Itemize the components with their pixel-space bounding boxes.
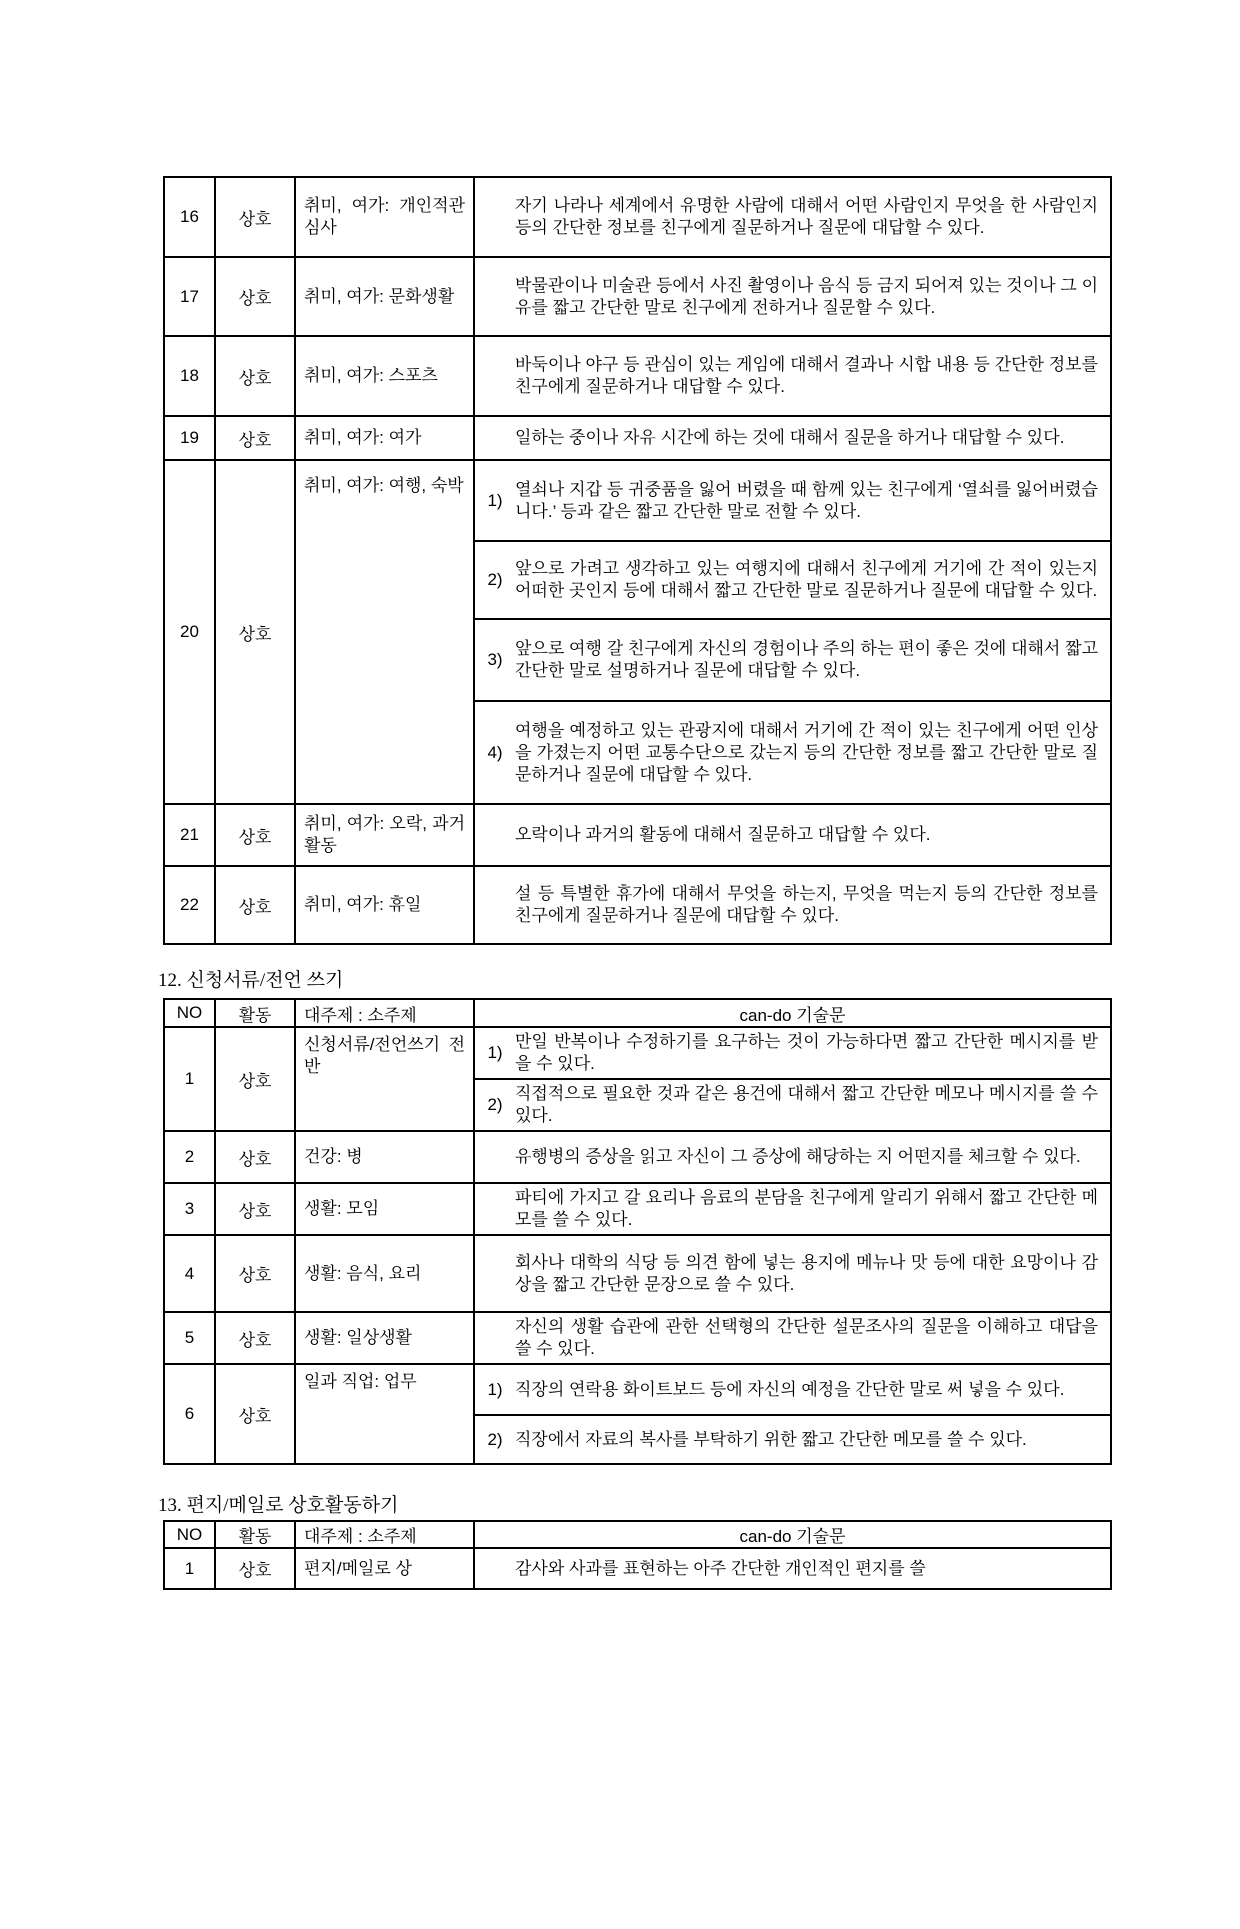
cando-item-text: 앞으로 가려고 생각하고 있는 여행지에 대해서 친구에게 거기에 간 적이 있는지 어떠한 곳인지 등에 대해서 짧고 간단한 말로 질문하거나 질문에 대답할 수 있다. (515, 559, 1098, 600)
cando-item-text: 일하는 중이나 자유 시간에 하는 것에 대해서 질문을 하거나 대답할 수 있다. (515, 428, 1065, 447)
cando-item-text: 직접적으로 필요한 것과 같은 용건에 대해서 짧고 간단한 메모나 메시지를 쓸 수 있다. (515, 1084, 1098, 1125)
cando-cell (474, 1027, 1111, 1079)
row-number: 21 (164, 804, 215, 866)
cando-cell (474, 866, 1111, 944)
header-topic: 대주제 : 소주제 (295, 999, 474, 1027)
cando-item-number: 2) (487, 1429, 503, 1449)
row-number: 3 (164, 1183, 215, 1235)
topic-cell: 취미, 여가: 여행, 숙박 (295, 460, 474, 804)
activity-cell: 상호 (215, 866, 295, 944)
cando-item-number: 1) (487, 1043, 503, 1062)
cando-item-number: 1) (487, 490, 503, 510)
cando-cell (474, 177, 1111, 257)
header-cando: can-do 기술문 (474, 1521, 1111, 1548)
cando-item-text: 바둑이나 야구 등 관심이 있는 게임에 대해서 결과나 시합 내용 등 간단한 정보를 친구에게 질문하거나 대답할 수 있다. (515, 355, 1098, 396)
cando-cell (474, 257, 1111, 336)
cando-cell (474, 1548, 1111, 1589)
activity-cell: 상호 (215, 1027, 295, 1131)
cando-cell (474, 336, 1111, 416)
activity-cell: 상호 (215, 416, 295, 460)
cando-item-text: 유행병의 증상을 읽고 자신이 그 증상에 해당하는 지 어떤지를 체크할 수 있다. (515, 1147, 1081, 1166)
row-number: 4 (164, 1235, 215, 1312)
header-topic: 대주제 : 소주제 (295, 1521, 474, 1548)
row-number: 2 (164, 1131, 215, 1183)
activity-cell: 상호 (215, 804, 295, 866)
row-number: 18 (164, 336, 215, 416)
section-13-title: 13. 편지/메일로 상호활동하기 (158, 1495, 399, 1516)
cando-cell (474, 541, 1111, 619)
cando-item-number: 4) (487, 742, 503, 762)
cando-item-text: 여행을 예정하고 있는 관광지에 대해서 거기에 간 적이 있는 친구에게 어떤 인상을 가졌는지 어떤 교통수단으로 갔는지 등의 간단한 정보를 짧고 간단한 말로 질문하거나 질문에 대답할 수 있다. (515, 720, 1098, 784)
activity-cell: 상호 (215, 1548, 295, 1589)
topic-cell: 생활: 음식, 요리 (295, 1235, 474, 1312)
topic-cell: 취미, 여가: 개인적관심사 (295, 177, 474, 257)
row-number: 22 (164, 866, 215, 944)
document-page (0, 176, 1240, 1929)
activity-cell: 상호 (215, 257, 295, 336)
topic-cell: 취미, 여가: 스포츠 (295, 336, 474, 416)
topic-cell: 건강: 병 (295, 1131, 474, 1183)
row-number: 5 (164, 1312, 215, 1364)
cando-item-text: 오락이나 과거의 활동에 대해서 질문하고 대답할 수 있다. (515, 825, 931, 844)
activity-cell: 상호 (215, 1364, 295, 1464)
topic-cell: 취미, 여가: 여가 (295, 416, 474, 460)
topic-cell: 편지/메일로 상 (295, 1548, 474, 1589)
cando-cell (474, 1364, 1111, 1415)
row-number: 19 (164, 416, 215, 460)
continuation-table (163, 176, 1112, 945)
cando-item-text: 자신의 생활 습관에 관한 선택형의 간단한 설문조사의 질문을 이해하고 대답을 쓸 수 있다. (515, 1317, 1098, 1358)
activity-cell: 상호 (215, 1131, 295, 1183)
cando-item-text: 박물관이나 미술관 등에서 사진 촬영이나 음식 등 금지 되어져 있는 것이나 그 이유를 짧고 간단한 말로 친구에게 전하거나 질문할 수 있다. (515, 275, 1098, 317)
activity-cell: 상호 (215, 177, 295, 257)
cando-item-number: 2) (487, 1095, 503, 1114)
topic-cell: 취미, 여가: 휴일 (295, 866, 474, 944)
topic-cell: 생활: 일상생활 (295, 1312, 474, 1364)
cando-cell (474, 619, 1111, 701)
cando-item-text: 앞으로 여행 갈 친구에게 자신의 경험이나 주의 하는 편이 좋은 것에 대해서 짧고 간단한 말로 설명하거나 질문에 대답할 수 있다. (515, 639, 1098, 680)
activity-cell: 상호 (215, 460, 295, 804)
topic-cell: 신청서류/전언쓰기 전반 (295, 1027, 474, 1131)
cando-cell (474, 1312, 1111, 1364)
section-12-title: 12. 신청서류/전언 쓰기 (158, 970, 344, 991)
activity-cell: 상호 (215, 1312, 295, 1364)
topic-cell: 일과 직업: 업무 (295, 1364, 474, 1464)
header-no: NO (164, 999, 215, 1027)
cando-cell (474, 1183, 1111, 1235)
cando-item-text: 파티에 가지고 갈 요리나 음료의 분담을 친구에게 알리기 위해서 짧고 간단한 메모를 쓸 수 있다. (515, 1188, 1098, 1229)
topic-cell: 취미, 여가: 오락, 과거활동 (295, 804, 474, 866)
cando-item-text: 직장의 연락용 화이트보드 등에 자신의 예정을 간단한 말로 써 넣을 수 있다. (515, 1379, 1065, 1399)
section12-table (163, 998, 1112, 1465)
header-activity: 활동 (215, 999, 295, 1027)
activity-cell: 상호 (215, 1235, 295, 1312)
header-activity: 활동 (215, 1521, 295, 1548)
row-number: 16 (164, 177, 215, 257)
row-number: 1 (164, 1027, 215, 1131)
cando-item-text: 감사와 사과를 표현하는 아주 간단한 개인적인 편지를 쓸 (515, 1558, 926, 1578)
topic-cell: 취미, 여가: 문화생활 (295, 257, 474, 336)
cando-cell (474, 1235, 1111, 1312)
cando-cell (474, 1415, 1111, 1464)
cando-cell (474, 701, 1111, 804)
activity-cell: 상호 (215, 336, 295, 416)
cando-item-text: 열쇠나 지갑 등 귀중품을 잃어 버렸을 때 함께 있는 친구에게 ‘열쇠를 잃어버렸습니다.’ 등과 같은 짧고 간단한 말로 전할 수 있다. (515, 479, 1098, 521)
cando-item-text: 직장에서 자료의 복사를 부탁하기 위한 짧고 간단한 메모를 쓸 수 있다. (515, 1429, 1027, 1449)
row-number: 6 (164, 1364, 215, 1464)
activity-cell: 상호 (215, 1183, 295, 1235)
cando-item-text: 설 등 특별한 휴가에 대해서 무엇을 하는지, 무엇을 먹는지 등의 간단한 정보를 친구에게 질문하거나 질문에 대답할 수 있다. (515, 884, 1098, 925)
header-no: NO (164, 1521, 215, 1548)
section13-table (163, 1520, 1112, 1590)
cando-item-number: 2) (487, 570, 503, 589)
cando-cell (474, 804, 1111, 866)
cando-cell (474, 416, 1111, 460)
cando-cell (474, 1079, 1111, 1131)
row-number: 17 (164, 257, 215, 336)
row-number: 1 (164, 1548, 215, 1589)
cando-item-text: 회사나 대학의 식당 등 의견 함에 넣는 용지에 메뉴나 맛 등에 대한 요망이나 감상을 짧고 간단한 문장으로 쓸 수 있다. (515, 1252, 1098, 1294)
cando-item-text: 자기 나라나 세계에서 유명한 사람에 대해서 어떤 사람인지 무엇을 한 사람인지 등의 간단한 정보를 친구에게 질문하거나 질문에 대답할 수 있다. (515, 196, 1098, 237)
topic-cell: 생활: 모임 (295, 1183, 474, 1235)
cando-item-text: 만일 반복이나 수정하기를 요구하는 것이 가능하다면 짧고 간단한 메시지를 받을 수 있다. (515, 1032, 1098, 1073)
cando-cell (474, 460, 1111, 541)
cando-item-number: 3) (487, 650, 503, 669)
row-number: 20 (164, 460, 215, 804)
header-cando: can-do 기술문 (474, 999, 1111, 1027)
cando-item-number: 1) (487, 1379, 503, 1399)
cando-cell (474, 1131, 1111, 1183)
